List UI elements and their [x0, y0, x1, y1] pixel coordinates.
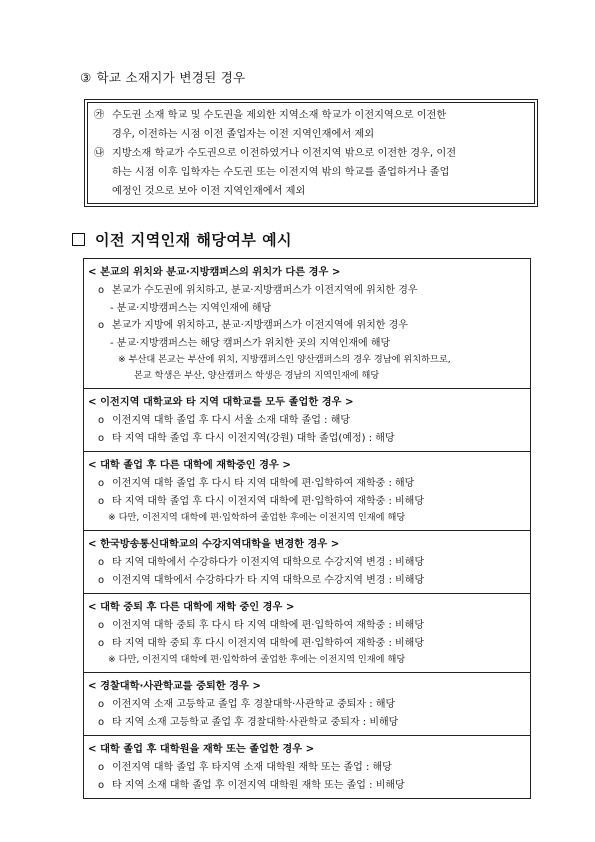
example-cell	[84, 452, 530, 531]
bullet-icon: o	[98, 557, 105, 568]
bullet-icon: o	[98, 432, 105, 444]
list-item	[88, 475, 526, 493]
item-text: 이전지역 대학에서 수강하다가 타 지역 대학으로 수강지역 변경 : 비해당	[112, 574, 425, 586]
bullet-icon: o	[98, 285, 105, 296]
item-line: 예정인 것으로 보아 이전 지역인재에서 제외	[112, 186, 306, 197]
section-title: 이전 지역인재 해당여부 예시	[95, 231, 293, 249]
example-cell	[84, 389, 530, 452]
heading-number: ③	[80, 70, 92, 85]
bullet-icon: o	[98, 495, 105, 507]
bullet-icon: o	[98, 716, 105, 728]
item-text: 타 지역 대학에서 수강하다가 이전지역 대학으로 수강지역 변경 : 비해당	[112, 557, 425, 568]
example-cell	[84, 736, 530, 798]
list-item	[88, 714, 526, 732]
cell-heading: < 대학 졸업 후 다른 대학에 재학중인 경우 >	[88, 460, 291, 471]
note: ※ 부산대 본교는 부산에 위치, 지방캠퍼스인 양산캠퍼스의 경우 경남에 위치하므로,	[118, 354, 451, 365]
heading-text: 학교 소재지가 변경된 경우	[96, 70, 246, 85]
item-text: 이전지역 대학 중퇴 후 다시 타 지역 대학에 편·입학하여 재학중 : 비해당	[112, 620, 424, 631]
note: 본교 학생은 부산, 양산캠퍼스 학생은 경남의 지역인재에 해당	[134, 370, 380, 381]
list-item	[88, 554, 526, 572]
sub-item: - 분교·지방캠퍼스는 지역인재에 해당	[110, 302, 272, 314]
item-text: 타 지역 대학 졸업 후 다시 이전지역 대학에 편·입학하여 재학중 : 비해당	[112, 495, 424, 507]
cell-heading: < 이전지역 대학교와 타 지역 대학교를 모두 졸업한 경우 >	[88, 397, 354, 408]
cell-heading: < 한국방송통신대학교의 수강지역대학을 변경한 경우 >	[88, 539, 340, 550]
list-item	[88, 759, 526, 777]
example-cell	[84, 531, 530, 594]
item-text: 타 지역 대학 중퇴 후 다시 이전지역 대학에 편·입학하여 재학중 : 비해당	[112, 637, 424, 649]
item-text: 타 지역 소재 대학 졸업 후 이전지역 대학원 재학 또는 졸업 : 비해당	[112, 779, 405, 791]
item-line: 지방소재 학교가 수도권으로 이전하였거나 이전지역 밖으로 이전한 경우, 이전	[112, 148, 457, 159]
bullet-icon: o	[98, 620, 105, 631]
item-text: 본교가 지방에 위치하고, 분교·지방캠퍼스가 이전지역에 위치한 경우	[112, 320, 408, 331]
bullet-icon: o	[98, 478, 105, 489]
section-heading	[72, 229, 292, 250]
item-mark: ㉯	[94, 148, 105, 159]
list-item	[88, 635, 526, 653]
item-text: 이전지역 대학 졸업 후 다시 서울 소재 대학 졸업 : 해당	[112, 415, 351, 426]
bullet-icon: o	[98, 415, 105, 426]
item-text: 타 지역 대학 졸업 후 다시 이전지역(강원) 대학 졸업(예정) : 해당	[112, 432, 395, 444]
list-item	[88, 317, 526, 335]
checkbox-square-icon	[72, 233, 85, 246]
cell-heading: < 대학 중퇴 후 다른 대학에 재학 중인 경우 >	[88, 602, 295, 613]
item-text: 이전지역 대학 졸업 후 타지역 소재 대학원 재학 또는 졸업 : 해당	[112, 762, 392, 773]
examples-table	[83, 258, 531, 799]
example-cell	[84, 673, 530, 736]
list-item	[88, 696, 526, 714]
list-item	[88, 777, 526, 795]
list-item	[88, 617, 526, 635]
subheading-3	[80, 68, 245, 86]
list-item	[88, 282, 526, 300]
item-text: 본교가 수도권에 위치하고, 분교·지방캠퍼스가 이전지역에 위치한 경우	[112, 285, 418, 296]
list-item	[88, 493, 526, 511]
sub-item: - 분교·지방캠퍼스는 해당 캠퍼스가 위치한 곳의 지역인재에 해당	[110, 337, 391, 349]
bullet-icon: o	[98, 779, 105, 791]
exclusion-box	[84, 99, 538, 207]
item-text: 이전지역 소재 고등학교 졸업 후 경찰대학·사관학교 중퇴자 : 해당	[112, 699, 396, 710]
list-item	[88, 572, 526, 590]
note: ※ 다만, 이전지역 대학에 편·입학하여 졸업한 후에는 이전지역 인재에 해당	[108, 512, 406, 523]
bullet-icon: o	[98, 699, 105, 710]
cell-heading: < 경찰대학·사관학교를 중퇴한 경우 >	[88, 681, 261, 692]
cell-heading: < 본교의 위치와 분교·지방캠퍼스의 위치가 다른 경우 >	[88, 267, 341, 278]
bullet-icon: o	[98, 320, 105, 331]
list-item	[88, 412, 526, 430]
exclusion-box-inner	[87, 102, 535, 204]
bullet-icon: o	[98, 574, 105, 586]
item-line: 수도권 소재 학교 및 수도권을 제외한 지역소재 학교가 이전지역으로 이전한	[112, 110, 447, 121]
list-item	[88, 430, 526, 448]
item-line: 하는 시점 이후 입학자는 수도권 또는 이전지역 밖의 학교를 졸업하거나 졸업	[112, 167, 450, 178]
example-cell	[84, 259, 530, 389]
item-line: 경우, 이전하는 시점 이전 졸업자는 이전 지역인재에서 제외	[112, 129, 375, 140]
example-cell	[84, 594, 530, 673]
bullet-icon: o	[98, 637, 105, 649]
item-mark: ㉮	[94, 110, 105, 121]
item-text: 타 지역 소재 고등학교 졸업 후 경찰대학·사관학교 중퇴자 : 비해당	[112, 716, 399, 728]
note: ※ 다만, 이전지역 대학에 편·입학하여 졸업한 후에는 이전지역 인재에 해당	[108, 654, 406, 665]
item-text: 이전지역 대학 졸업 후 다시 타 지역 대학에 편·입학하여 재학중 : 해당	[112, 478, 415, 489]
bullet-icon: o	[98, 762, 105, 773]
cell-heading: < 대학 졸업 후 대학원을 재학 또는 졸업한 경우 >	[88, 744, 315, 755]
